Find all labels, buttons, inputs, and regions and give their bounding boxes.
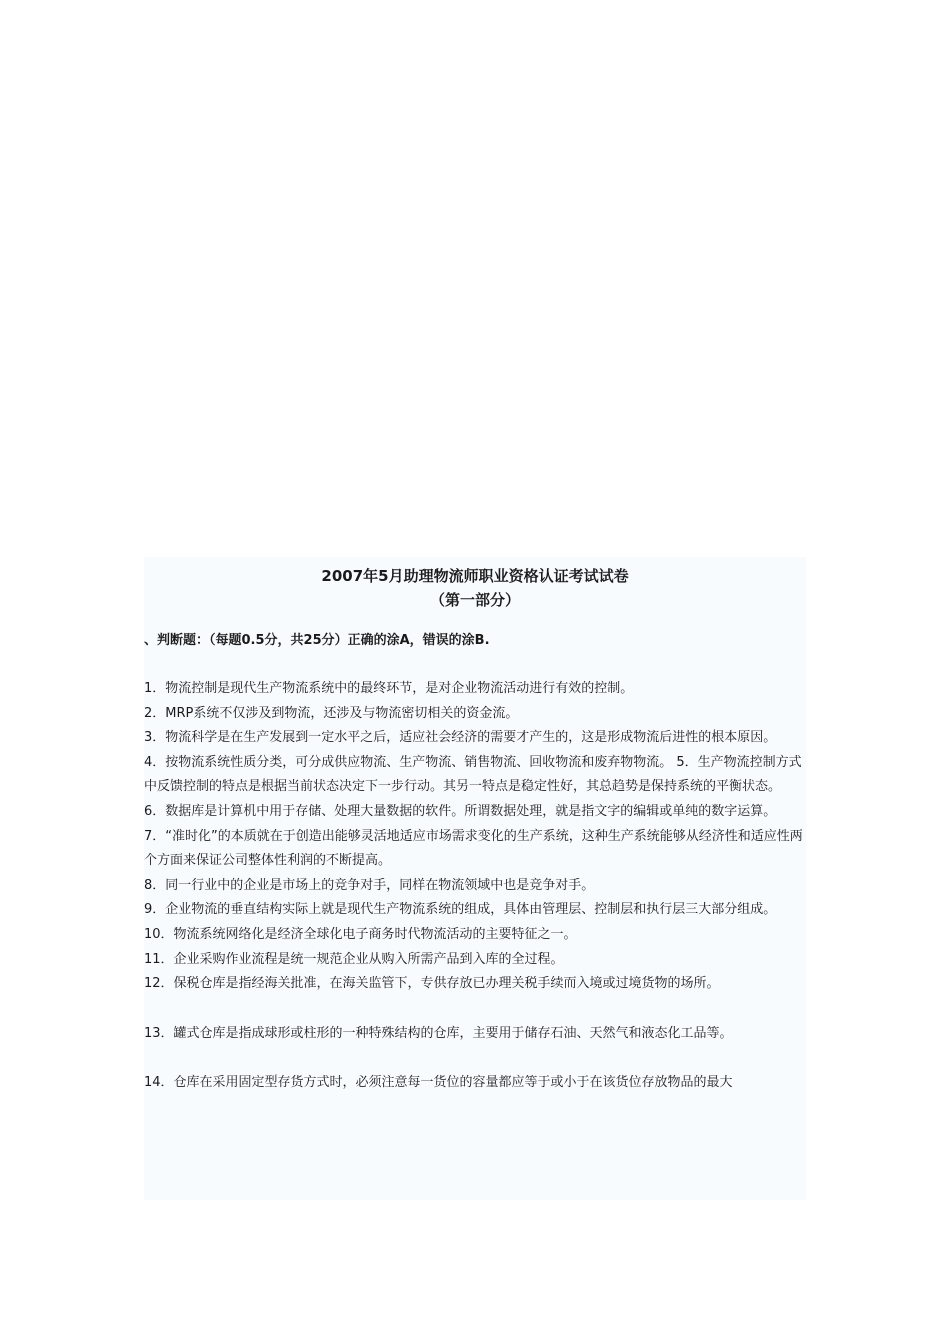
question-item: 3．物流科学是在生产发展到一定水平之后，适应社会经济的需要才产生的，这是形成物流后进性的根本原因。 — [144, 730, 777, 746]
question-item: 10．物流系统网络化是经济全球化电子商务时代物流活动的主要特征之一。 — [144, 926, 577, 942]
question-item: 12．保税仓库是指经海关批准，在海关监管下，专供存放已办理关税手续而入境或过境货物的场所。 — [144, 976, 720, 992]
question-item: 9．企业物流的垂直结构实际上就是现代生产物流系统的组成，具体由管理层、控制层和执行层三大部分组成。 — [144, 902, 777, 918]
question-item: 7．“准时化”的本质就在于创造出能够灵活地适应市场需求变化的生产系统，这种生产系统能够从经济性和适应性两个方面来保证公司整体性利润的不断提高。 — [144, 828, 803, 869]
question-item: 11．企业采购作业流程是统一规范企业从购入所需产品到入库的全过程。 — [144, 951, 564, 967]
question-item: 2．MRP系统不仅涉及到物流，还涉及与物流密切相关的资金流。 — [144, 705, 519, 721]
page-subtitle: （第一部分） — [429, 591, 520, 609]
question-item: 4．按物流系统性质分类，可分成供应物流、生产物流、销售物流、回收物流和废弃物物流。 5．生产物流控制方式中反馈控制的特点是根据当前状态决定下一步行动。其另一特点是稳定性好，其总趋势是保持系统的平衡状态。 — [144, 754, 802, 795]
question-list — [144, 677, 806, 1096]
question-item: 13．罐式仓库是指成球形或柱形的一种特殊结构的仓库，主要用于储存石油、天然气和液态化工品等。 — [144, 1025, 733, 1041]
question-item: 6．数据库是计算机中用于存储、处理大量数据的软件。所谓数据处理，就是指文字的编辑或单纯的数字运算。 — [144, 803, 777, 819]
question-item: 8．同一行业中的企业是市场上的竞争对手，同样在物流领域中也是竞争对手。 — [144, 877, 595, 893]
title-area — [144, 557, 806, 611]
page-title: 2007年5月助理物流师职业资格认证考试试卷 — [321, 567, 629, 585]
question-item: 1．物流控制是现代生产物流系统中的最终环节，是对企业物流活动进行有效的控制。 — [144, 681, 634, 696]
question-item: 14．仓库在采用固定型存货方式时，必须注意每一货位的容量都应等于或小于在该货位存放物品的最大 — [144, 1075, 733, 1091]
document-content — [144, 557, 806, 1200]
section-heading: 、判断题：（每题0.5分，共25分）正确的涂A，错误的涂B. — [144, 633, 490, 648]
